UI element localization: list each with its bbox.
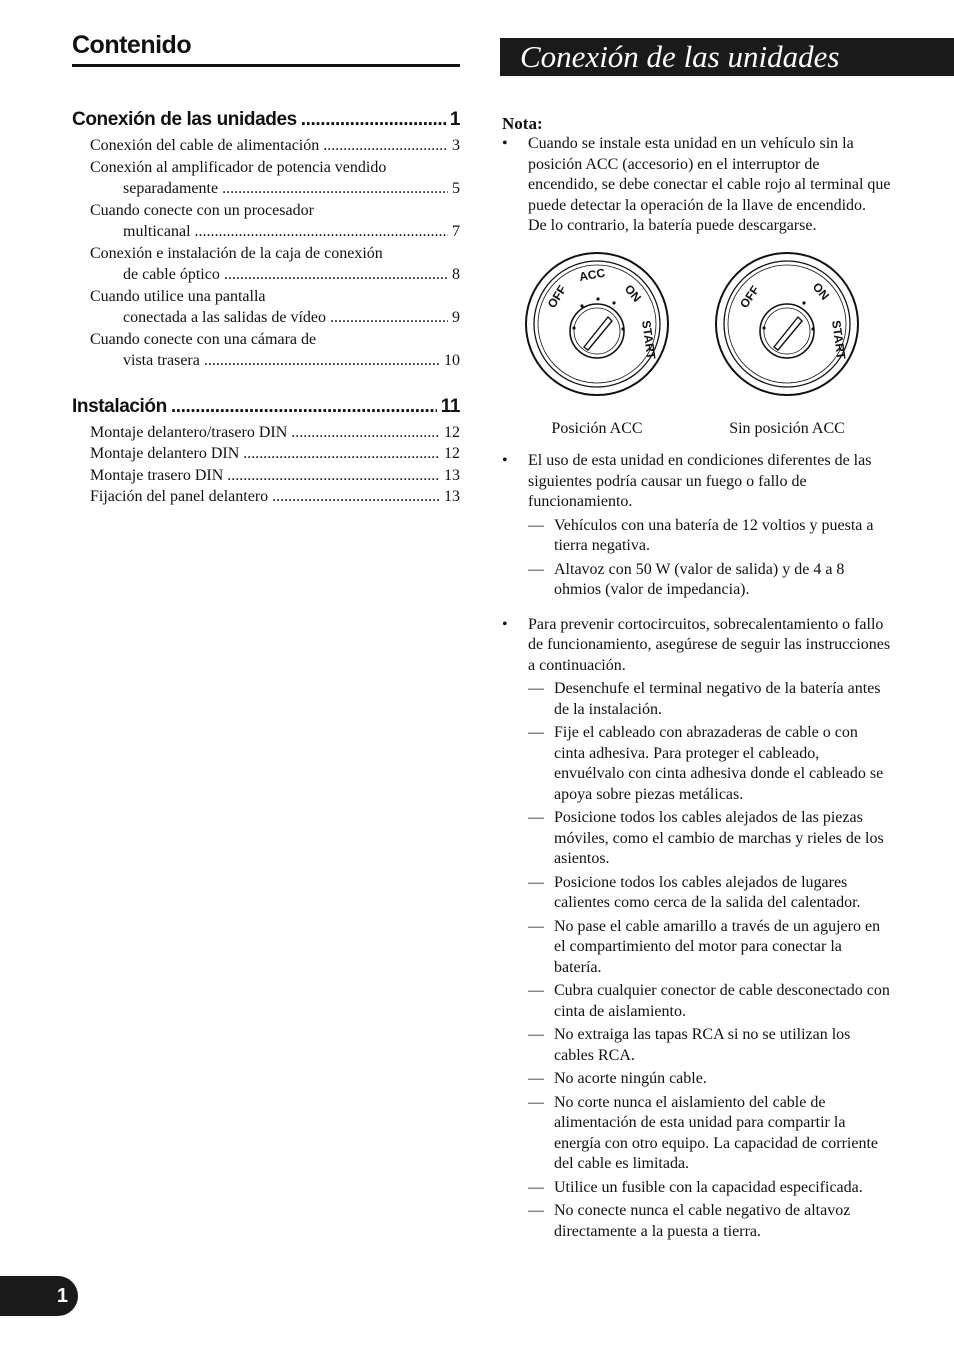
toc-leader-dots xyxy=(301,107,446,133)
bullet-mark: • xyxy=(502,615,508,633)
toc-page-number: 10 xyxy=(444,352,460,369)
toc-main-entry[interactable] xyxy=(72,394,460,420)
toc-entry[interactable] xyxy=(90,465,460,487)
dash-text: No conecte nunca el cable negativo de altavoz directamente a la puesta a tierra. xyxy=(554,1202,851,1240)
toc-entry-text: Fijación del panel delantero xyxy=(90,488,269,505)
toc-page-number: 12 xyxy=(444,445,460,462)
dash-mark: — xyxy=(528,873,544,891)
dash-mark: — xyxy=(528,560,544,578)
toc-entry-text: Conexión del cable de alimentación xyxy=(90,137,320,154)
toc-leader-dots xyxy=(227,465,440,487)
toc-section-instalacion xyxy=(72,394,460,508)
toc-entry[interactable] xyxy=(90,443,460,465)
toc-page-number: 13 xyxy=(444,488,460,505)
toc-section-conexion xyxy=(72,107,460,372)
dash-mark: — xyxy=(528,1202,544,1219)
switch-label-start: START xyxy=(829,318,849,360)
toc-page-number: 5 xyxy=(452,180,460,197)
dash-item xyxy=(528,873,892,914)
toc-leader-dots xyxy=(291,422,440,444)
dash-item xyxy=(528,917,892,979)
dash-item xyxy=(528,560,892,601)
dash-item xyxy=(528,1201,892,1242)
toc-leader-dots xyxy=(222,178,448,200)
dash-text: No acorte ningún cable. xyxy=(554,1070,707,1087)
switch-label-acc: ACC xyxy=(578,265,607,284)
dash-item xyxy=(528,1178,892,1199)
toc-entry[interactable] xyxy=(90,286,460,329)
ignition-switch-acc-icon xyxy=(524,251,670,397)
bullet-mark: • xyxy=(502,452,508,469)
toc-entry[interactable] xyxy=(90,157,460,200)
svg-text:ON xyxy=(810,279,832,302)
toc-title: Contenido xyxy=(72,30,460,67)
dash-item xyxy=(528,808,892,870)
dash-mark: — xyxy=(528,1178,544,1196)
toc-entry-text: Conexión al amplificador de potencia vendido xyxy=(90,158,387,176)
dash-text: No extraiga las tapas RCA si no se utilizan los cables RCA. xyxy=(554,1026,851,1064)
page-number-tab: 1 xyxy=(0,1276,78,1316)
toc-leader-dots xyxy=(204,350,440,372)
dash-item xyxy=(528,1093,892,1175)
bullet-text: De lo contrario, la batería puede descargarse. xyxy=(528,217,817,234)
switch-label-off: OFF xyxy=(736,282,763,311)
svg-text:ACC xyxy=(578,265,606,283)
dash-item xyxy=(528,723,892,805)
bullet-text: Cuando se instale esta unidad en un vehículo sin la posición ACC (accesorio) en el interruptor de encendido, se debe conectar el cable rojo al terminal que puede detectar la operación de la llave de encendido. xyxy=(528,135,891,214)
toc-page-number: 1 xyxy=(449,109,460,130)
dash-mark: — xyxy=(528,1026,544,1043)
dash-text: Desenchufe el terminal negativo de la batería antes de la instalación. xyxy=(554,680,881,718)
toc-entry-text: Cuando conecte con un procesador xyxy=(90,201,314,219)
dash-text: No corte nunca el aislamiento del cable de alimentación de esta unidad para compartir la energía con otro equipo. La capacidad de corriente del cable es limitada. xyxy=(554,1093,878,1172)
toc-leader-dots xyxy=(195,221,448,243)
toc-page-number: 9 xyxy=(452,309,460,326)
dash-mark: — xyxy=(528,680,544,697)
toc-leader-dots xyxy=(224,264,448,286)
section-column xyxy=(500,38,954,1242)
figure-caption: Sin posición ACC xyxy=(729,419,845,437)
toc-entry-text: Montaje trasero DIN xyxy=(90,466,224,484)
toc-leader-dots xyxy=(272,486,440,508)
toc-entry-text: Cuando utilice una pantalla xyxy=(90,287,266,305)
dash-text: Fije el cableado con abrazaderas de cable o con cinta adhesiva. Para proteger el cableado, envuélvalo con cinta adhesiva donde el cableado se apoya sobre piezas metálicas. xyxy=(554,724,884,803)
switch-label-start: START xyxy=(639,318,659,360)
toc-entry[interactable] xyxy=(90,135,460,157)
dash-item xyxy=(528,516,892,557)
dash-mark: — xyxy=(528,724,544,741)
toc-page-number: 3 xyxy=(452,137,460,154)
toc-entry-text-cont: separadamente xyxy=(123,180,219,197)
bullet-text: El uso de esta unidad en condiciones diferentes de las siguientes podría causar un fuego o fallo de funcionamiento. xyxy=(528,452,872,510)
dash-mark: — xyxy=(528,809,544,826)
note-bullet xyxy=(502,615,892,1243)
toc-entry[interactable] xyxy=(90,422,460,444)
dash-mark: — xyxy=(528,1070,544,1087)
note-bullet xyxy=(502,451,892,601)
toc-entry[interactable] xyxy=(90,486,460,508)
dash-text: Utilice un fusible con la capacidad especificada. xyxy=(554,1178,863,1196)
note-bullet xyxy=(502,134,892,237)
dash-text: Posicione todos los cables alejados de las piezas móviles, como el cambio de marchas y rieles de los asientos. xyxy=(554,809,884,867)
toc-page-number: 13 xyxy=(444,466,460,484)
dash-item xyxy=(528,679,892,720)
toc-entry-text: Cuando conecte con una cámara de xyxy=(90,330,317,348)
toc-entry-text: Montaje delantero/trasero DIN xyxy=(90,423,288,441)
switch-label-on: ON xyxy=(621,281,644,305)
dash-text: Vehículos con una batería de 12 voltios y puesta a tierra negativa. xyxy=(554,516,874,554)
note-label: Nota: xyxy=(502,114,543,133)
toc-leader-dots xyxy=(323,135,448,157)
toc-main-title: Instalación xyxy=(72,395,167,417)
figure-caption: Posición ACC xyxy=(551,419,643,437)
dash-text: Posicione todos los cables alejados de lugares calientes como cerca de la salida del calentador. xyxy=(554,873,861,911)
ignition-figure-no-acc xyxy=(712,251,862,440)
toc-entry-text-cont: vista trasera xyxy=(123,352,200,369)
section-banner-title: Conexión de las unidades xyxy=(500,38,954,76)
toc-leader-dots xyxy=(243,443,440,465)
dash-text: Cubra cualquier conector de cable desconectado con cinta de aislamiento. xyxy=(554,982,890,1020)
toc-entry[interactable] xyxy=(90,329,460,372)
dash-item xyxy=(528,1025,892,1066)
dash-item xyxy=(528,1069,892,1090)
toc-leader-dots xyxy=(330,307,448,329)
dash-text: Altavoz con 50 W (valor de salida) y de 4 a 8 ohmios (valor de impedancia). xyxy=(554,560,845,598)
svg-text:OFF xyxy=(545,282,570,310)
switch-label-on: ON xyxy=(809,279,832,303)
toc-entry-text-cont: de cable óptico xyxy=(123,266,220,283)
switch-label-off: OFF xyxy=(544,282,570,311)
ignition-figure-acc xyxy=(522,251,672,440)
toc-entry[interactable] xyxy=(90,243,460,286)
table-of-contents xyxy=(72,30,460,508)
toc-entry-text: Montaje delantero DIN xyxy=(90,445,240,462)
dash-mark: — xyxy=(528,516,544,534)
toc-entry-text: Conexión e instalación de la caja de conexión xyxy=(90,244,383,262)
toc-entry-text-cont: multicanal xyxy=(123,223,191,240)
toc-page-number: 8 xyxy=(452,266,460,283)
ignition-figures xyxy=(522,251,862,440)
bullet-text: Para prevenir cortocircuitos, sobrecalentamiento o fallo de funcionamiento, asegúrese de seguir las instrucciones a continuación. xyxy=(528,615,891,674)
toc-entry-text-cont: conectada a las salidas de vídeo xyxy=(123,309,327,326)
dash-mark: — xyxy=(528,917,544,935)
toc-main-title: Conexión de las unidades xyxy=(72,109,297,130)
toc-entry[interactable] xyxy=(90,200,460,243)
bullet-mark: • xyxy=(502,135,508,152)
section-content xyxy=(500,114,892,1242)
svg-text:START xyxy=(639,319,658,360)
svg-text:ON xyxy=(622,281,644,304)
dash-mark: — xyxy=(528,1093,544,1111)
toc-page-number: 7 xyxy=(452,223,460,240)
toc-page-number: 12 xyxy=(444,423,460,441)
toc-page-number: 11 xyxy=(440,395,460,417)
dash-mark: — xyxy=(528,982,544,999)
dash-text: No pase el cable amarillo a través de un agujero en el compartimiento del motor para conectar la batería. xyxy=(554,917,881,976)
toc-leader-dots xyxy=(171,394,437,420)
dash-item xyxy=(528,981,892,1022)
toc-main-entry[interactable] xyxy=(72,107,460,133)
ignition-switch-no-acc-icon xyxy=(714,251,860,397)
svg-text:START xyxy=(829,319,848,360)
